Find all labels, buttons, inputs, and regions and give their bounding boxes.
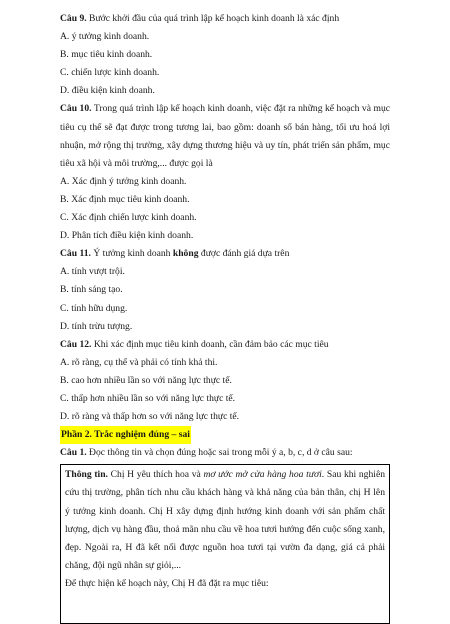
question-text: Ý tưởng kinh doanh bbox=[90, 248, 173, 260]
question-10 bbox=[60, 100, 390, 172]
option-c: C. Xác định chiến lược kinh doanh. bbox=[60, 212, 197, 224]
question-number: Câu 11. bbox=[60, 248, 91, 260]
option-a: A. tính vượt trội. bbox=[60, 266, 125, 278]
option-b: B. Xác định mục tiêu kinh doanh. bbox=[60, 193, 190, 205]
section-heading bbox=[60, 426, 390, 444]
info-paragraph bbox=[65, 466, 385, 575]
part2-question-1 bbox=[60, 444, 390, 462]
question-11 bbox=[60, 245, 390, 263]
emphasis-text: không bbox=[172, 248, 199, 260]
option-b: B. tính sáng tạo. bbox=[60, 284, 123, 296]
question-number: Câu 12. bbox=[60, 338, 92, 350]
option-d: D. rõ ràng và thấp hơn so với năng lực thực tế. bbox=[60, 411, 240, 423]
question-text: được đánh giá dựa trên bbox=[198, 248, 290, 260]
info-goal-line: Để thực hiện kế hoạch này, Chị H đã đặt ra mục tiêu: bbox=[65, 577, 269, 589]
option-b: B. cao hơn nhiều lần so với năng lực thực tế. bbox=[60, 374, 232, 386]
option-a: A. ý tưởng kinh doanh. bbox=[60, 31, 150, 43]
question-number: Câu 1. bbox=[60, 447, 87, 459]
option-c: C. chiến lược kinh doanh. bbox=[60, 67, 160, 79]
question-number: Câu 9. bbox=[60, 13, 87, 24]
question-text: Đọc thông tin và chọn đúng hoặc sai trong mỗi ý a, b, c, d ở câu sau: bbox=[86, 447, 353, 459]
section-title: Phần 2. Trắc nghiệm đúng – sai bbox=[60, 426, 191, 444]
option-d: D. tính trừu tượng. bbox=[60, 320, 133, 332]
option-a: A. rõ ràng, cụ thể và phải có tính khả thi. bbox=[60, 356, 218, 368]
info-label: Thông tin. bbox=[65, 469, 108, 481]
question-12 bbox=[60, 336, 390, 354]
info-text: Chị H yêu thích hoa và bbox=[107, 469, 204, 481]
question-text: Bước khởi đầu của quá trình lập kế hoạch kinh doanh là xác định bbox=[86, 13, 340, 24]
option-b: B. mục tiêu kinh doanh. bbox=[60, 49, 153, 61]
question-text: Trong quá trình lập kế hoạch kinh doanh, việc đặt ra những kế hoạch và mục tiêu cụ thể sẽ đạt được trong tương lai, bao gồm: doanh số bán hàng, tối ưu hoá lợi nhuận, mở rộng thị trường, xây dựng thương hiệu và uy tín, phát triển sản phẩm, mục tiêu xã hội và môi trường,... được gọi là bbox=[60, 103, 390, 169]
info-italic-text: mơ ước mở cửa hàng hoa tươi bbox=[203, 469, 322, 481]
question-text: Khi xác định mục tiêu kinh doanh, cần đảm bảo các mục tiêu bbox=[91, 338, 329, 350]
option-d: D. Phân tích điều kiện kinh doanh. bbox=[60, 230, 194, 242]
option-a: A. Xác định ý tưởng kinh doanh. bbox=[60, 175, 187, 187]
option-c: C. thấp hơn nhiều lần so với năng lực thực tế. bbox=[60, 392, 236, 404]
info-text: . Sau khi nghiên cứu thị trường, phân tích nhu cầu khách hàng và khả năng của bản thân, chị H lên ý tưởng kinh doanh. Chị H xây dựng định hướng kinh doanh với sản phẩm chất lượng, dịch vụ hàng đầu, thoả mãn nhu cầu về hoa tươi hướng đến cuộc sống xanh, đẹp. Ngoài ra, H đã kết nối được nguồn hoa tươi tại vườn đa dạng, giá cả phải chăng, đội ngũ nhân sự giỏi,... bbox=[65, 469, 385, 571]
question-number: Câu 10. bbox=[60, 103, 92, 115]
option-d: D. điều kiện kinh doanh. bbox=[60, 85, 155, 97]
question-9 bbox=[60, 10, 390, 28]
option-c: C. tính hữu dụng. bbox=[60, 302, 128, 314]
info-box bbox=[60, 464, 390, 624]
